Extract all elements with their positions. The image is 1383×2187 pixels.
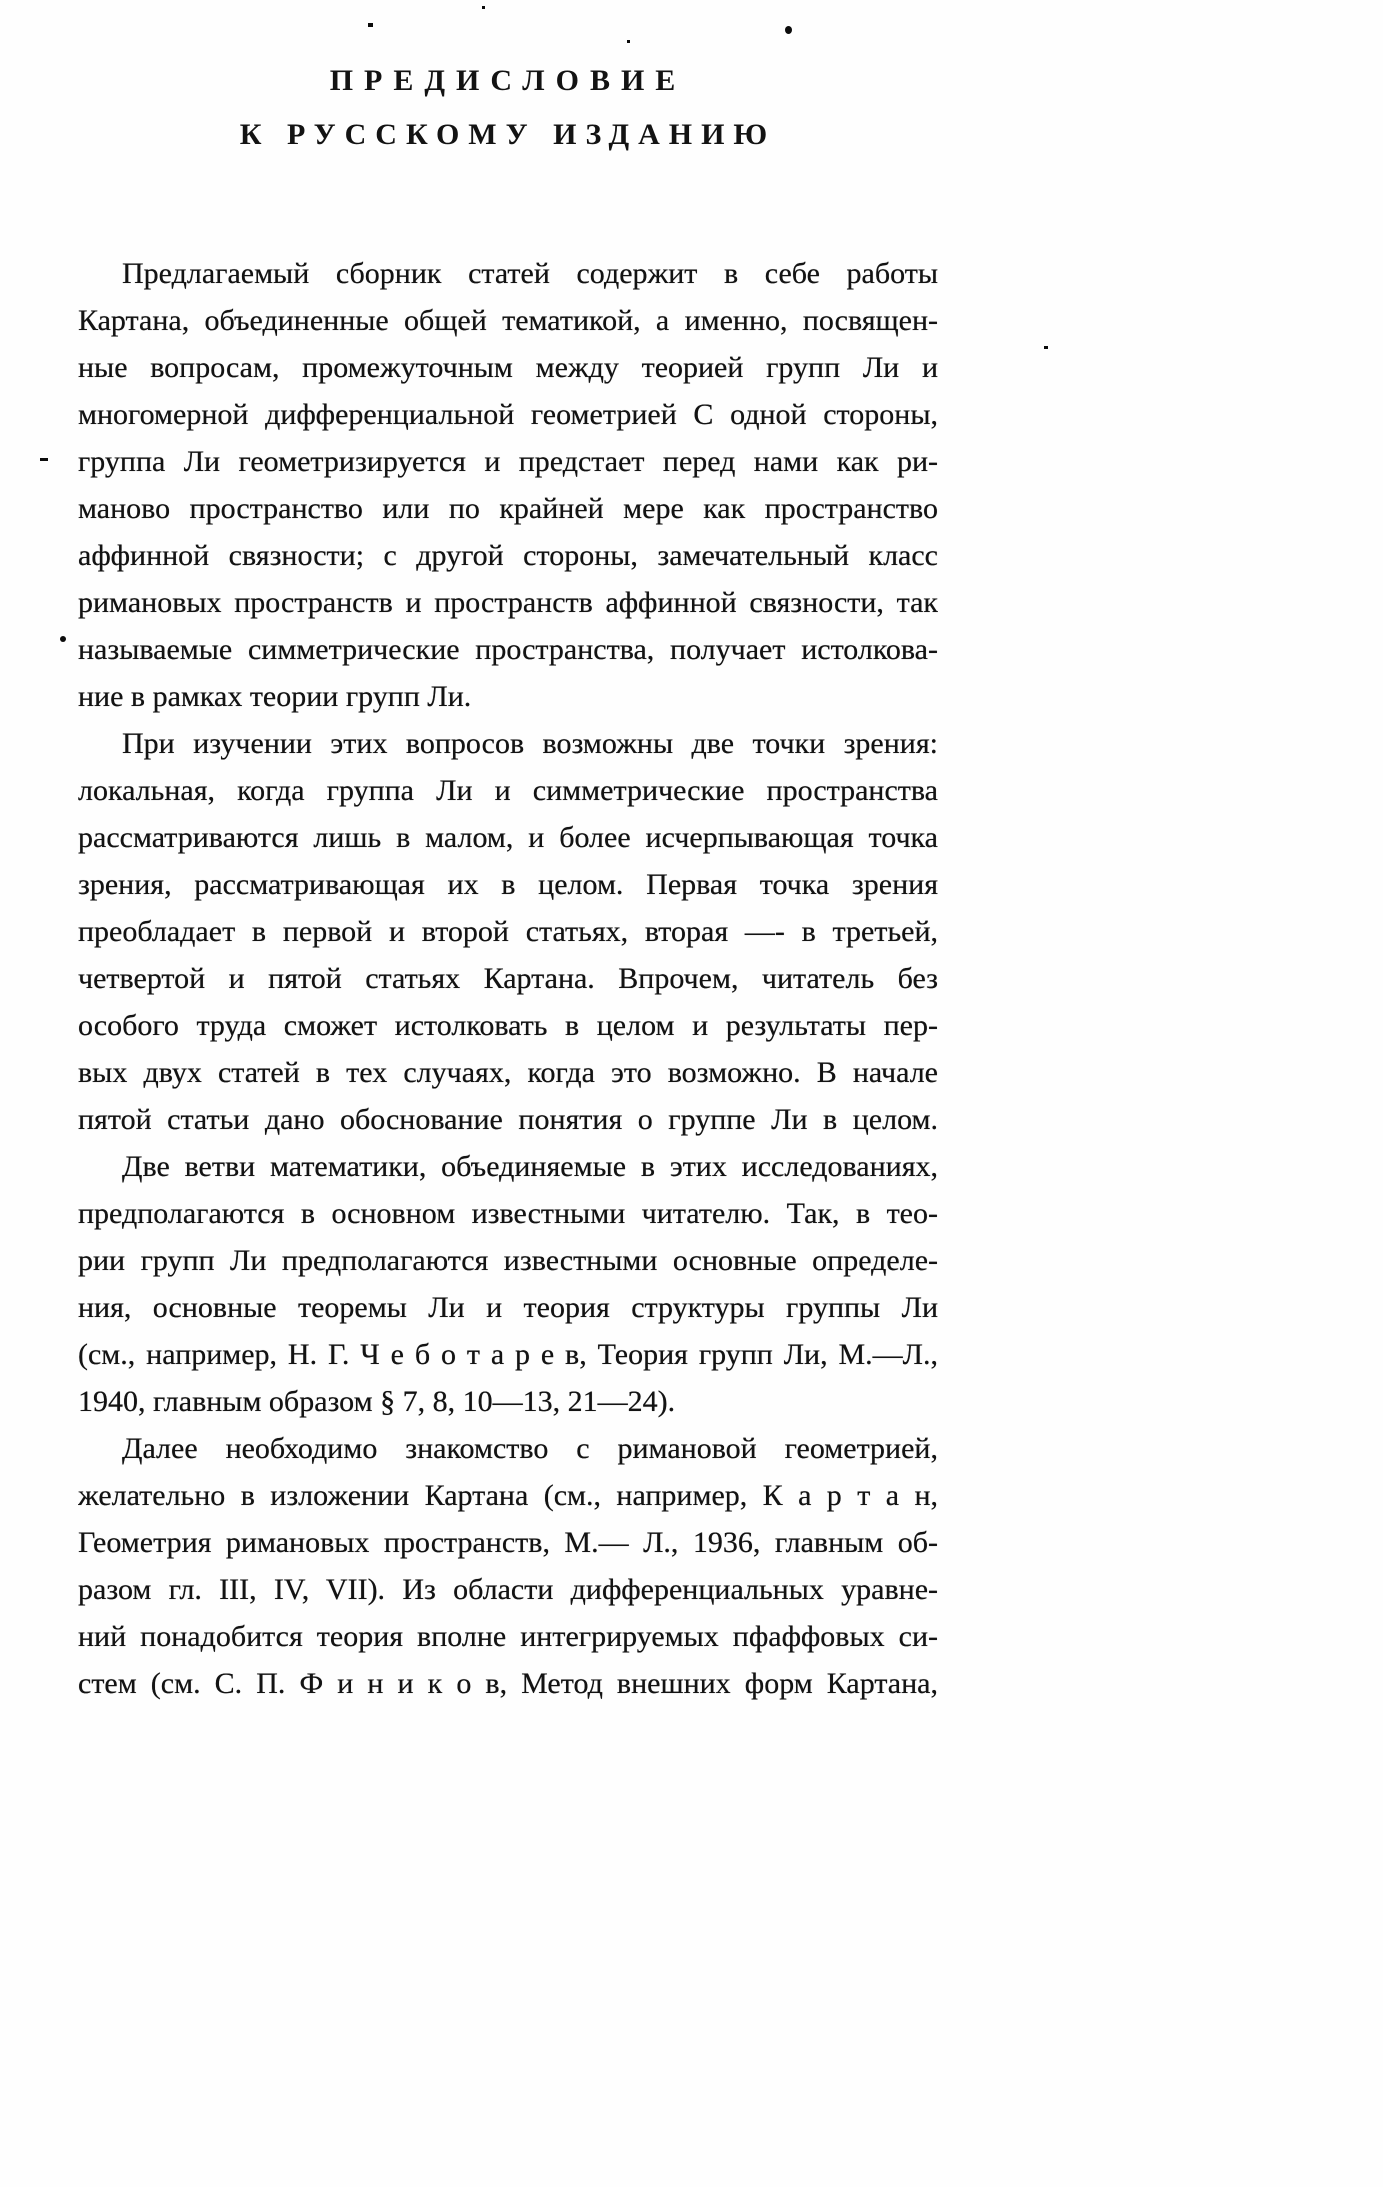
- scan-speck: [1044, 346, 1048, 349]
- text-line: маново пространство или по крайней мере как пространство: [78, 492, 938, 525]
- title-line-2: К РУССКОМУ ИЗДАНИЮ: [239, 118, 777, 151]
- text-line: рии групп Ли предполагаются известными основные определе-: [78, 1244, 938, 1277]
- text-line: называемые симметрические пространства, получает истолкова-: [78, 633, 938, 666]
- text-line: четвертой и пятой статьях Картана. Впрочем, читатель без: [78, 962, 938, 995]
- text-line: пятой статьи дано обоснование понятия о группе Ли в целом.: [78, 1103, 938, 1136]
- paragraph: [78, 1143, 938, 1425]
- scan-speck: [785, 26, 792, 34]
- text-line: предполагаются в основном известными читателю. Так, в тео-: [78, 1197, 938, 1230]
- text-line: рассматриваются лишь в малом, и более исчерпывающая точка: [78, 821, 938, 854]
- body-text: [78, 250, 938, 1707]
- scan-speck: [482, 6, 485, 9]
- text-line: разом гл. III, IV, VII). Из области дифференциальных уравне-: [78, 1573, 938, 1606]
- text-line: зрения, рассматривающая их в целом. Первая точка зрения: [78, 868, 938, 901]
- paragraph: [78, 720, 938, 1143]
- scan-speck: [627, 40, 630, 43]
- page-title: [78, 58, 938, 158]
- text-line: вых двух статей в тех случаях, когда это возможно. В начале: [78, 1056, 938, 1089]
- text-line: римановых пространств и пространств аффинной связности, так: [78, 586, 938, 619]
- text-line: При изучении этих вопросов возможны две точки зрения:: [122, 727, 938, 760]
- paragraph: [78, 1425, 938, 1707]
- text-line: многомерной дифференциальной геометрией С одной стороны,: [78, 398, 938, 431]
- paragraph: [78, 250, 938, 720]
- text-line: ний понадобится теория вполне интегрируемых пфаффовых си-: [78, 1620, 938, 1653]
- text-line: Геометрия римановых пространств, М.— Л., 1936, главным об-: [78, 1526, 938, 1559]
- scan-speck: [40, 458, 48, 461]
- scan-speck: [368, 23, 373, 27]
- title-line-1: ПРЕДИСЛОВИЕ: [329, 64, 687, 97]
- text-line: 1940, главным образом § 7, 8, 10—13, 21—24).: [78, 1385, 676, 1418]
- text-line: группа Ли геометризируется и предстает перед нами как ри-: [78, 445, 938, 478]
- text-line: Две ветви математики, объединяемые в этих исследованиях,: [122, 1150, 938, 1183]
- text-line: желательно в изложении Картана (см., например, К а р т а н,: [78, 1479, 938, 1512]
- text-line: стем (см. С. П. Ф и н и к о в, Метод внешних форм Картана,: [78, 1667, 938, 1700]
- text-line: ные вопросам, промежуточным между теорией групп Ли и: [78, 351, 938, 384]
- scan-speck: [60, 636, 66, 642]
- text-line: преобладает в первой и второй статьях, вторая —- в третьей,: [78, 915, 938, 948]
- text-line: ния, основные теоремы Ли и теория структуры группы Ли: [78, 1291, 938, 1324]
- text-line: локальная, когда группа Ли и симметрические пространства: [78, 774, 938, 807]
- text-line: Картана, объединенные общей тематикой, а именно, посвящен-: [78, 304, 938, 337]
- text-line: (см., например, Н. Г. Ч е б о т а р е в, Теория групп Ли, М.—Л.,: [78, 1338, 938, 1371]
- text-line: аффинной связности; с другой стороны, замечательный класс: [78, 539, 938, 572]
- text-line: Предлагаемый сборник статей содержит в себе работы: [122, 257, 938, 290]
- text-block: [78, 58, 938, 1707]
- text-line: особого труда сможет истолковать в целом и результаты пер-: [78, 1009, 938, 1042]
- text-line: Далее необходимо знакомство с римановой геометрией,: [122, 1432, 938, 1465]
- text-line: ние в рамках теории групп Ли.: [78, 680, 472, 713]
